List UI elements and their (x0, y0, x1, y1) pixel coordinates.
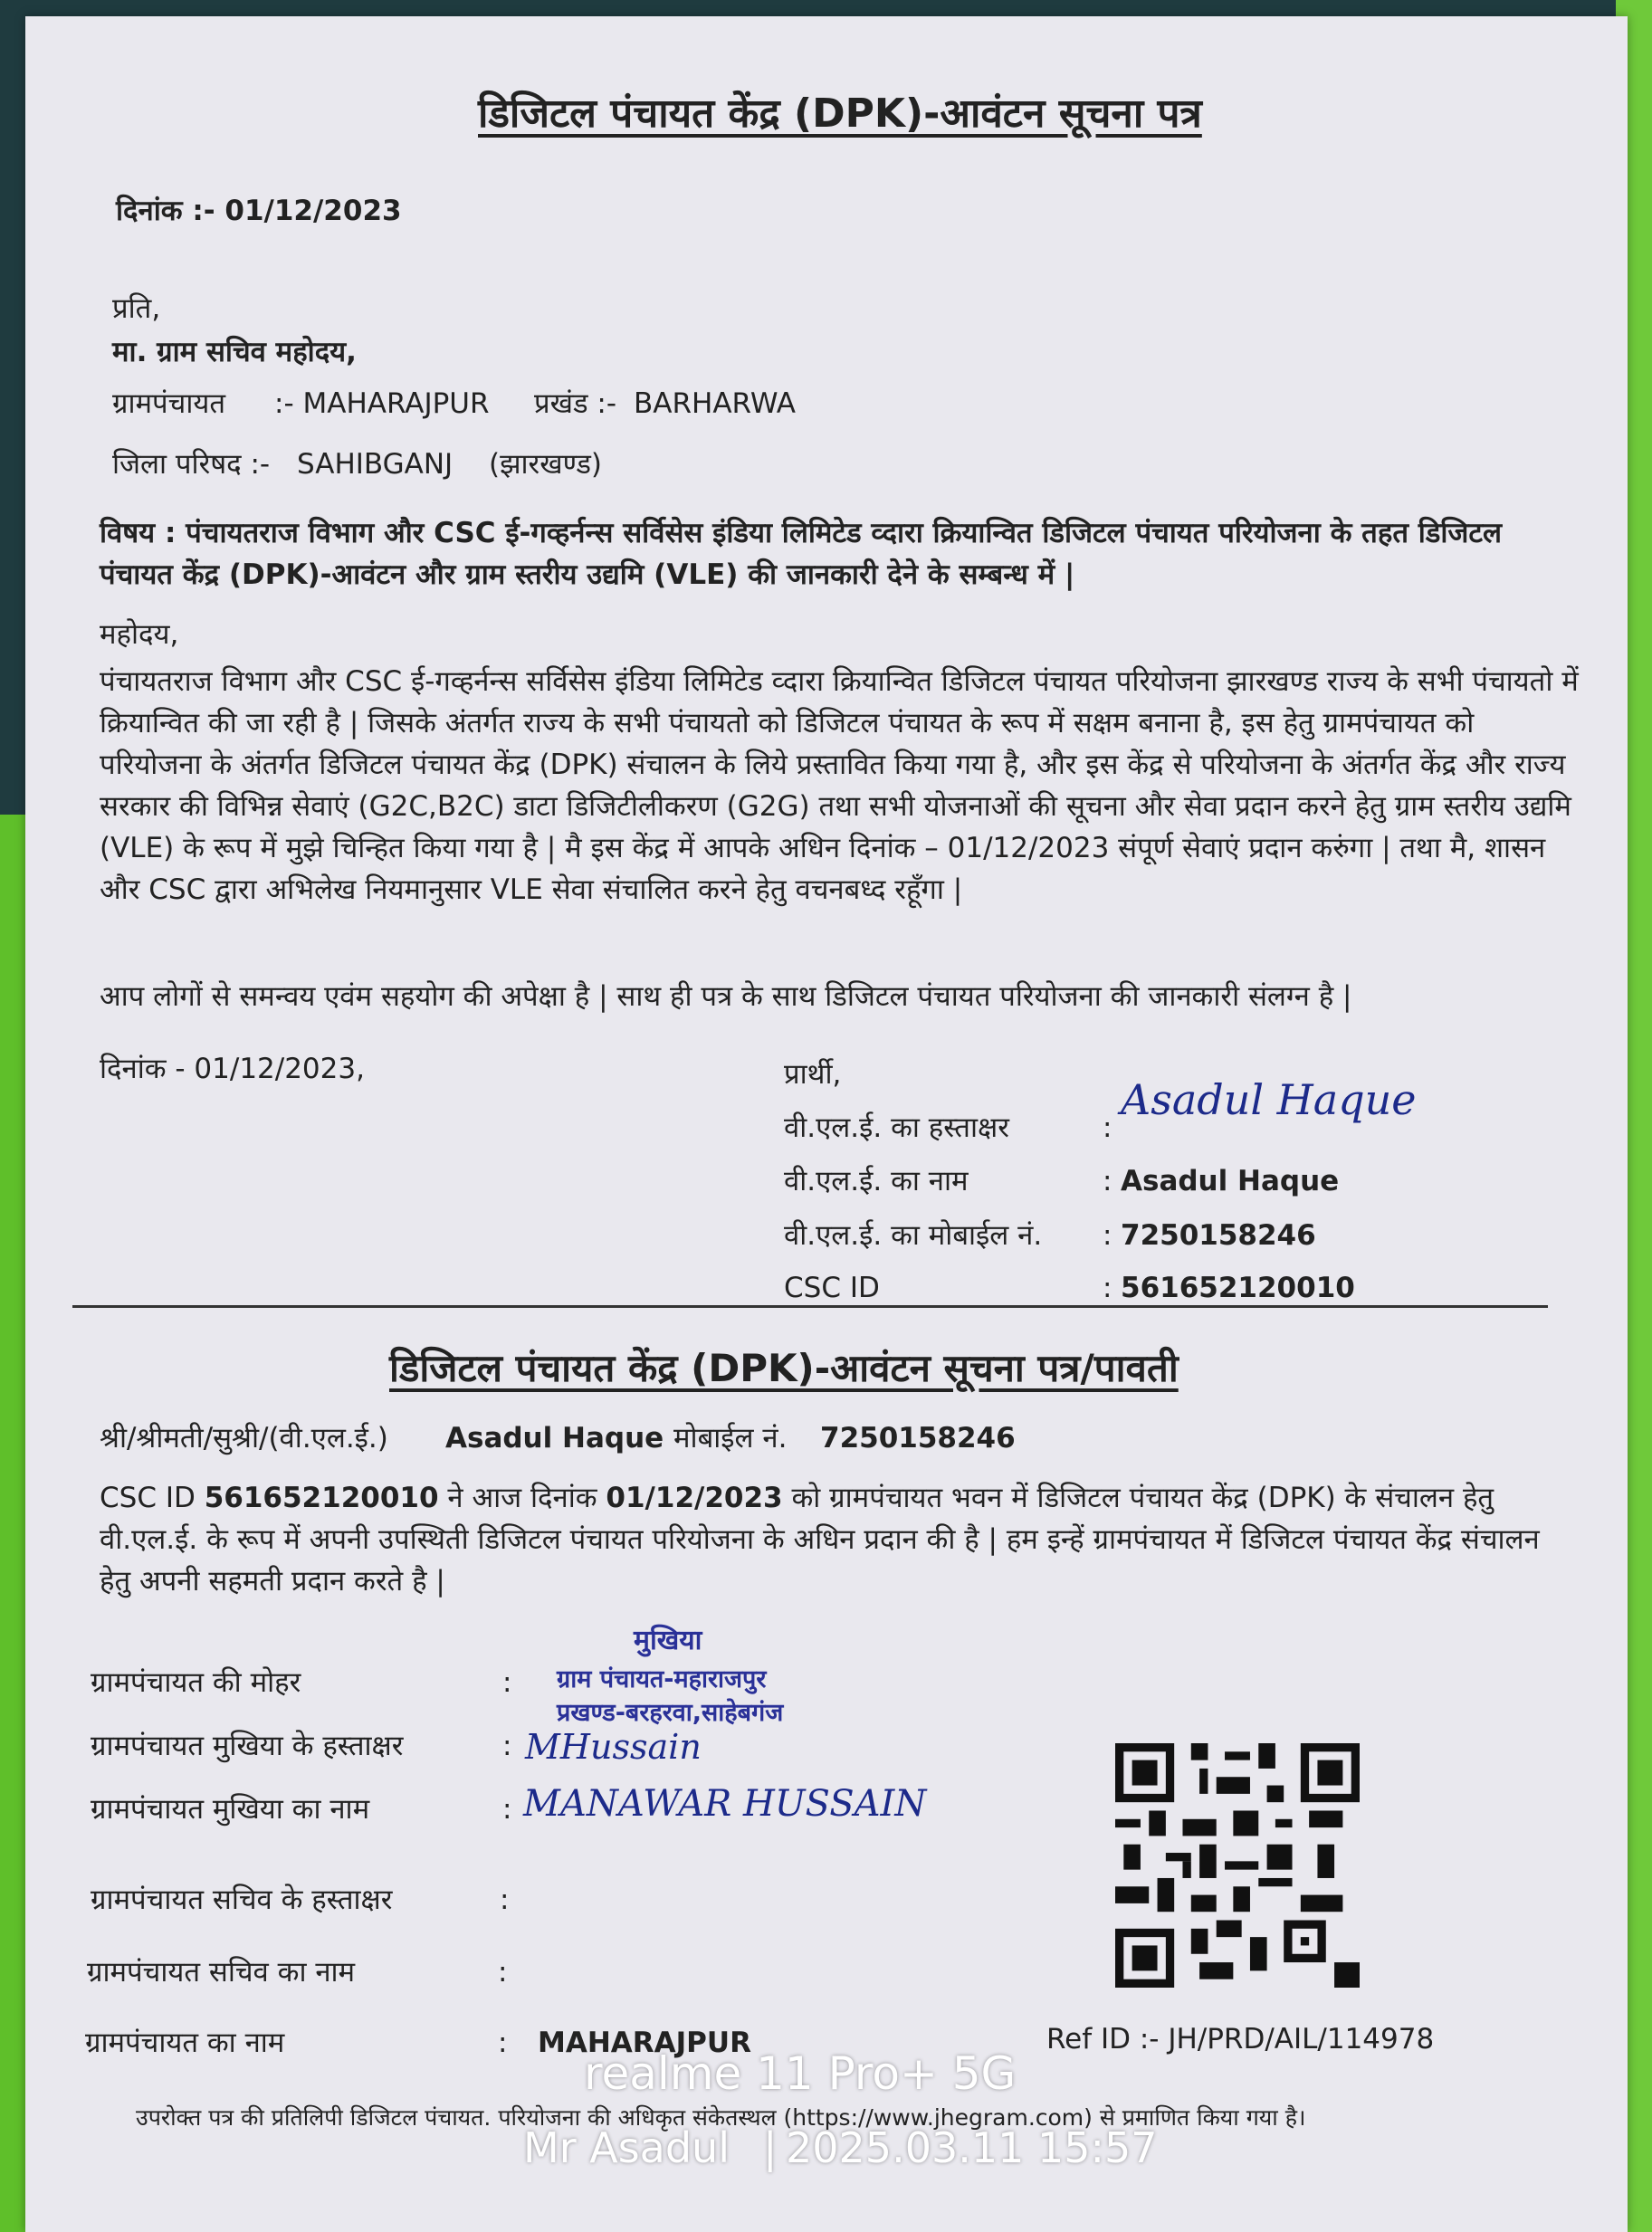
vle-signature-label: वी.एल.ई. का हस्ताक्षर (784, 1111, 1009, 1144)
receipt-vle-name: Asadul Haque (445, 1422, 664, 1455)
stamp-line-3: प्रखण्ड-बरहरवा,साहेबगंज (557, 1699, 784, 1727)
subject-paragraph: विषय : पंचायतराज विभाग और CSC ई-गव्हर्नन्स सर्विसेस इंडिया लिमिटेड व्दारा क्रियान्वित डिजिटल पंचायत परियोजना के तहत डिजिटल पंचायत केंद्र (DPK)-आवंटन और ग्राम स्तरीय उद्यमि (VLE) की जानकारी देने के सम्बन्ध में | (100, 517, 1503, 591)
sachiv-signature-label: ग्रामपंचायत सचिव के हस्ताक्षर (91, 1884, 393, 1916)
gp-value: :- MAHARAJPUR (274, 387, 490, 420)
colon: : (1103, 1165, 1112, 1197)
stamp-line-1: मुखिया (634, 1625, 702, 1656)
gp-name: MAHARAJPUR (538, 2027, 751, 2059)
receipt-body-mid: ने आज दिनांक (447, 1482, 597, 1514)
mukhiya-signature: MHussain (525, 1727, 702, 1767)
colon: : (1103, 1111, 1112, 1144)
block-value: BARHARWA (634, 387, 796, 420)
csc-id: 561652120010 (1121, 1272, 1355, 1304)
colon: : (502, 1666, 512, 1699)
receipt-mobile: 7250158246 (820, 1422, 1016, 1455)
colon: : (498, 1956, 508, 1989)
watermark-separator: | (763, 2123, 778, 2172)
mukhiya-signature-label: ग्रामपंचायत मुखिया के हस्ताक्षर (91, 1730, 404, 1762)
gp-name-label: ग्रामपंचायत का नाम (85, 2027, 285, 2059)
watermark-device: realme 11 Pro+ 5G (584, 2047, 1017, 2100)
document-title: डिजिटल पंचायत केंद्र (DPK)-आवंटन सूचना पत्र (478, 91, 1202, 137)
vle-name: Asadul Haque (1121, 1165, 1340, 1197)
receipt-title: डिजिटल पंचायत केंद्र (DPK)-आवंटन सूचना पत्र/पावती (389, 1346, 1179, 1390)
colon: : (502, 1793, 512, 1826)
csc-id-label: CSC ID (784, 1272, 880, 1304)
qr-code (1115, 1743, 1360, 1988)
receipt-body (100, 1477, 1548, 1602)
vle-name-label: वी.एल.ई. का नाम (784, 1165, 969, 1197)
vle-signature: Asadul Haque (1121, 1075, 1417, 1124)
receipt-prefix: श्री/श्रीमती/सुश्री/(वी.एल.ई.) (100, 1422, 388, 1455)
date-line-2: दिनांक - 01/12/2023, (100, 1053, 365, 1085)
request-paragraph: आप लोगों से समन्वय एवंम सहयोग की अपेक्षा है | साथ ही पत्र के साथ डिजिटल पंचायत परियोजना की जानकारी संलग्न है | (100, 980, 1352, 1013)
ref-id: Ref ID :- JH/PRD/AIL/114978 (1046, 2023, 1435, 2056)
addressee: मा. ग्राम सचिव महोदय, (112, 336, 357, 368)
sachiv-name-label: ग्रामपंचायत सचिव का नाम (87, 1956, 356, 1989)
vle-mobile-label: वी.एल.ई. का मोबाईल नं. (784, 1219, 1043, 1252)
seal-label: ग्रामपंचायत की मोहर (91, 1666, 301, 1699)
receipt-csc-id: 561652120010 (204, 1482, 439, 1514)
colon: : (1103, 1219, 1112, 1252)
stamp-line-2: ग्राम पंचायत-महाराजपुर (557, 1665, 767, 1693)
gp-label: ग्रामपंचायत (112, 387, 226, 420)
watermark-owner: Mr Asadul (523, 2123, 730, 2172)
receipt-csc-label: CSC ID (100, 1482, 196, 1514)
mukhiya-name: MANAWAR HUSSAIN (523, 1783, 927, 1825)
vle-mobile: 7250158246 (1121, 1219, 1316, 1252)
watermark-datetime: 2025.03.11 15:57 (786, 2123, 1158, 2172)
receipt-date: 01/12/2023 (606, 1482, 783, 1514)
prati-text: प्रति, (112, 292, 161, 325)
district-value: SAHIBGANJ (297, 448, 454, 481)
salutation: महोदय, (100, 618, 179, 651)
footer-note: उपरोक्त पत्र की प्रतिलिपी डिजिटल पंचायत. परियोजना की अधिकृत संकेतस्थल (https://www.jhegram.com) से प्रमाणित किया गया है। (136, 2104, 1306, 2131)
colon: : (1103, 1272, 1112, 1304)
body-paragraph: पंचायतराज विभाग और CSC ई-गव्हर्नन्स सर्विसेस इंडिया लिमिटेड व्दारा क्रियान्वित डिजिटल पंचायत परियोजना झारखण्ड राज्य के सभी पंचायतो में क्रियान्वित की जा रही है | जिसके अंतर्गत राज्य के सभी पंचायतो को डिजिटल पंचायत के रूप में सक्षम बनाना है, इस हेतु ग्रामपंचायत को परियोजना के अंतर्गत डिजिटल पंचायत केंद्र (DPK) संचालन के लिये प्रस्तावित किया गया है, और इस केंद्र से परियोजना के अंतर्गत केंद्र और राज्य सरकार की विभिन्न सेवाएं (G2C,B2C) डाटा डिजिटीलीकरण (G2G) तथा सभी योजनाओं की सूचना और सेवा प्रदान करने हेतु ग्राम स्तरीय उद्यमि (VLE) के रूप में मुझे चिन्हित किया गया है | मै इस केंद्र में आपके अधिन दिनांक – 01/12/2023 संपूर्ण सेवाएं प्रदान करुंगा | तथा मै, शासन और CSC द्वारा अभिलेख नियमानुसार VLE सेवा संचालित करने हेतु वचनबध्द रहूँगा | (100, 665, 1579, 906)
state-text: (झारखण्ड) (489, 448, 603, 481)
colon: : (500, 1884, 510, 1916)
colon: : (498, 2027, 508, 2059)
receipt-body-rest: को ग्रामपंचायत भवन में डिजिटल पंचायत केंद्र (DPK) के संचालन हेतु वी.एल.ई. के रूप में अपनी उपस्थिती डिजिटल पंचायत परियोजना के अधिन प्रदान की है | हम इन्हें ग्रामपंचायत में डिजिटल पंचायत केंद्र संचालन हेतु अपनी सहमती प्रदान करते है | (100, 1482, 1540, 1598)
section-divider (72, 1305, 1548, 1308)
mukhiya-name-label: ग्रामपंचायत मुखिया का नाम (91, 1793, 370, 1826)
receipt-mobile-label: मोबाईल नं. (673, 1422, 788, 1455)
district-label: जिला परिषद :- (112, 448, 271, 481)
block-label: प्रखंड :- (534, 387, 617, 420)
colon: : (502, 1730, 512, 1762)
applicant-label: प्रार्थी, (784, 1058, 842, 1091)
date-line: दिनांक :- 01/12/2023 (116, 195, 402, 227)
